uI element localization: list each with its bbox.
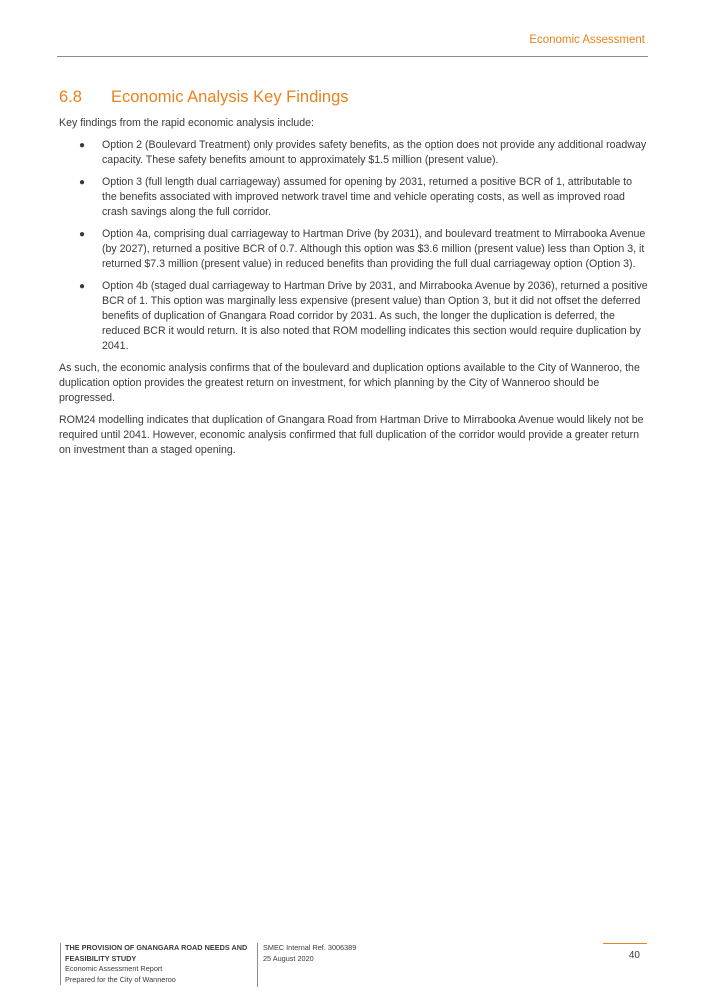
list-item [59, 227, 649, 272]
list-item [59, 175, 649, 220]
body-content [59, 116, 649, 465]
list-item [59, 138, 649, 168]
footer-report-type: Economic Assessment Report [65, 964, 163, 973]
section-heading [59, 88, 349, 107]
footer-reference-info [257, 943, 413, 987]
footer-date: 25 August 2020 [263, 953, 314, 963]
list-item-text: Option 4a, comprising dual carriageway to Hartman Drive (by 2031), and boulevard treatment to Mirrabooka Avenue (by 2027), returned a positive BCR of 0.7. Although this option was $3.6 million (present value) less than Option 3, it returned $7.3 million (present value) in reduced benefits than providing the full dual carriageway option (Option 3). [102, 228, 646, 270]
footer-report-title: THE PROVISION OF GNANGARA ROAD NEEDS AND FEASIBILITY STUDY [65, 943, 248, 963]
page-number: 40 [628, 950, 640, 961]
bullet-icon: ● [79, 177, 86, 188]
running-header: Economic Assessment [529, 34, 645, 46]
bullet-icon: ● [79, 140, 86, 151]
list-item [59, 279, 649, 354]
conclusion-paragraph: As such, the economic analysis confirms that of the boulevard and duplication options available to the City of Wanneroo, the duplication option provides the greatest return on investment, for which planning by the City of Wanneroo should be progressed. [59, 362, 640, 404]
modelling-paragraph: ROM24 modelling indicates that duplication of Gnangara Road from Hartman Drive to Mirrabooka Avenue would likely not be required until 2041. However, economic analysis confirmed that full duplication of the corridor would provide a greater return on investment than a staged opening. [59, 414, 644, 456]
section-number: 6.8 [59, 88, 82, 106]
intro-paragraph: Key findings from the rapid economic analysis include: [59, 117, 314, 129]
page-number-rule [603, 943, 647, 944]
footer-prepared-for: Prepared for the City of Wanneroo [65, 974, 176, 984]
bullet-icon: ● [79, 281, 86, 292]
section-title: Economic Analysis Key Findings [111, 88, 349, 106]
footer-report-info [60, 943, 260, 985]
list-item-text: Option 3 (full length dual carriageway) assumed for opening by 2031, returned a positive BCR of 1, attributable to the benefits associated with improved network travel time and vehicle operating costs, as well as improved road crash savings along the full corridor. [102, 176, 632, 218]
list-item-text: Option 4b (staged dual carriageway to Hartman Drive by 2031, and Mirrabooka Avenue by 2036), returned a positive BCR of 1. This option was marginally less expensive (present value) than Option 3, but it did not offset the deferred benefits of duplication of Gnangara Road corridor by 2031. As such, the longer the duplication is deferred, the reduced BCR it would return. It is also noted that ROM modelling indicates this section would require duplication by 2041. [102, 280, 648, 352]
header-divider [57, 56, 648, 57]
bullet-icon: ● [79, 229, 86, 240]
list-item-text: Option 2 (Boulevard Treatment) only provides safety benefits, as the option does not provide any additional roadway capacity. These safety benefits amount to approximately $1.5 million (present value). [102, 139, 647, 166]
footer-internal-ref: SMEC Internal Ref. 3006389 [263, 943, 357, 952]
findings-list [59, 138, 649, 354]
